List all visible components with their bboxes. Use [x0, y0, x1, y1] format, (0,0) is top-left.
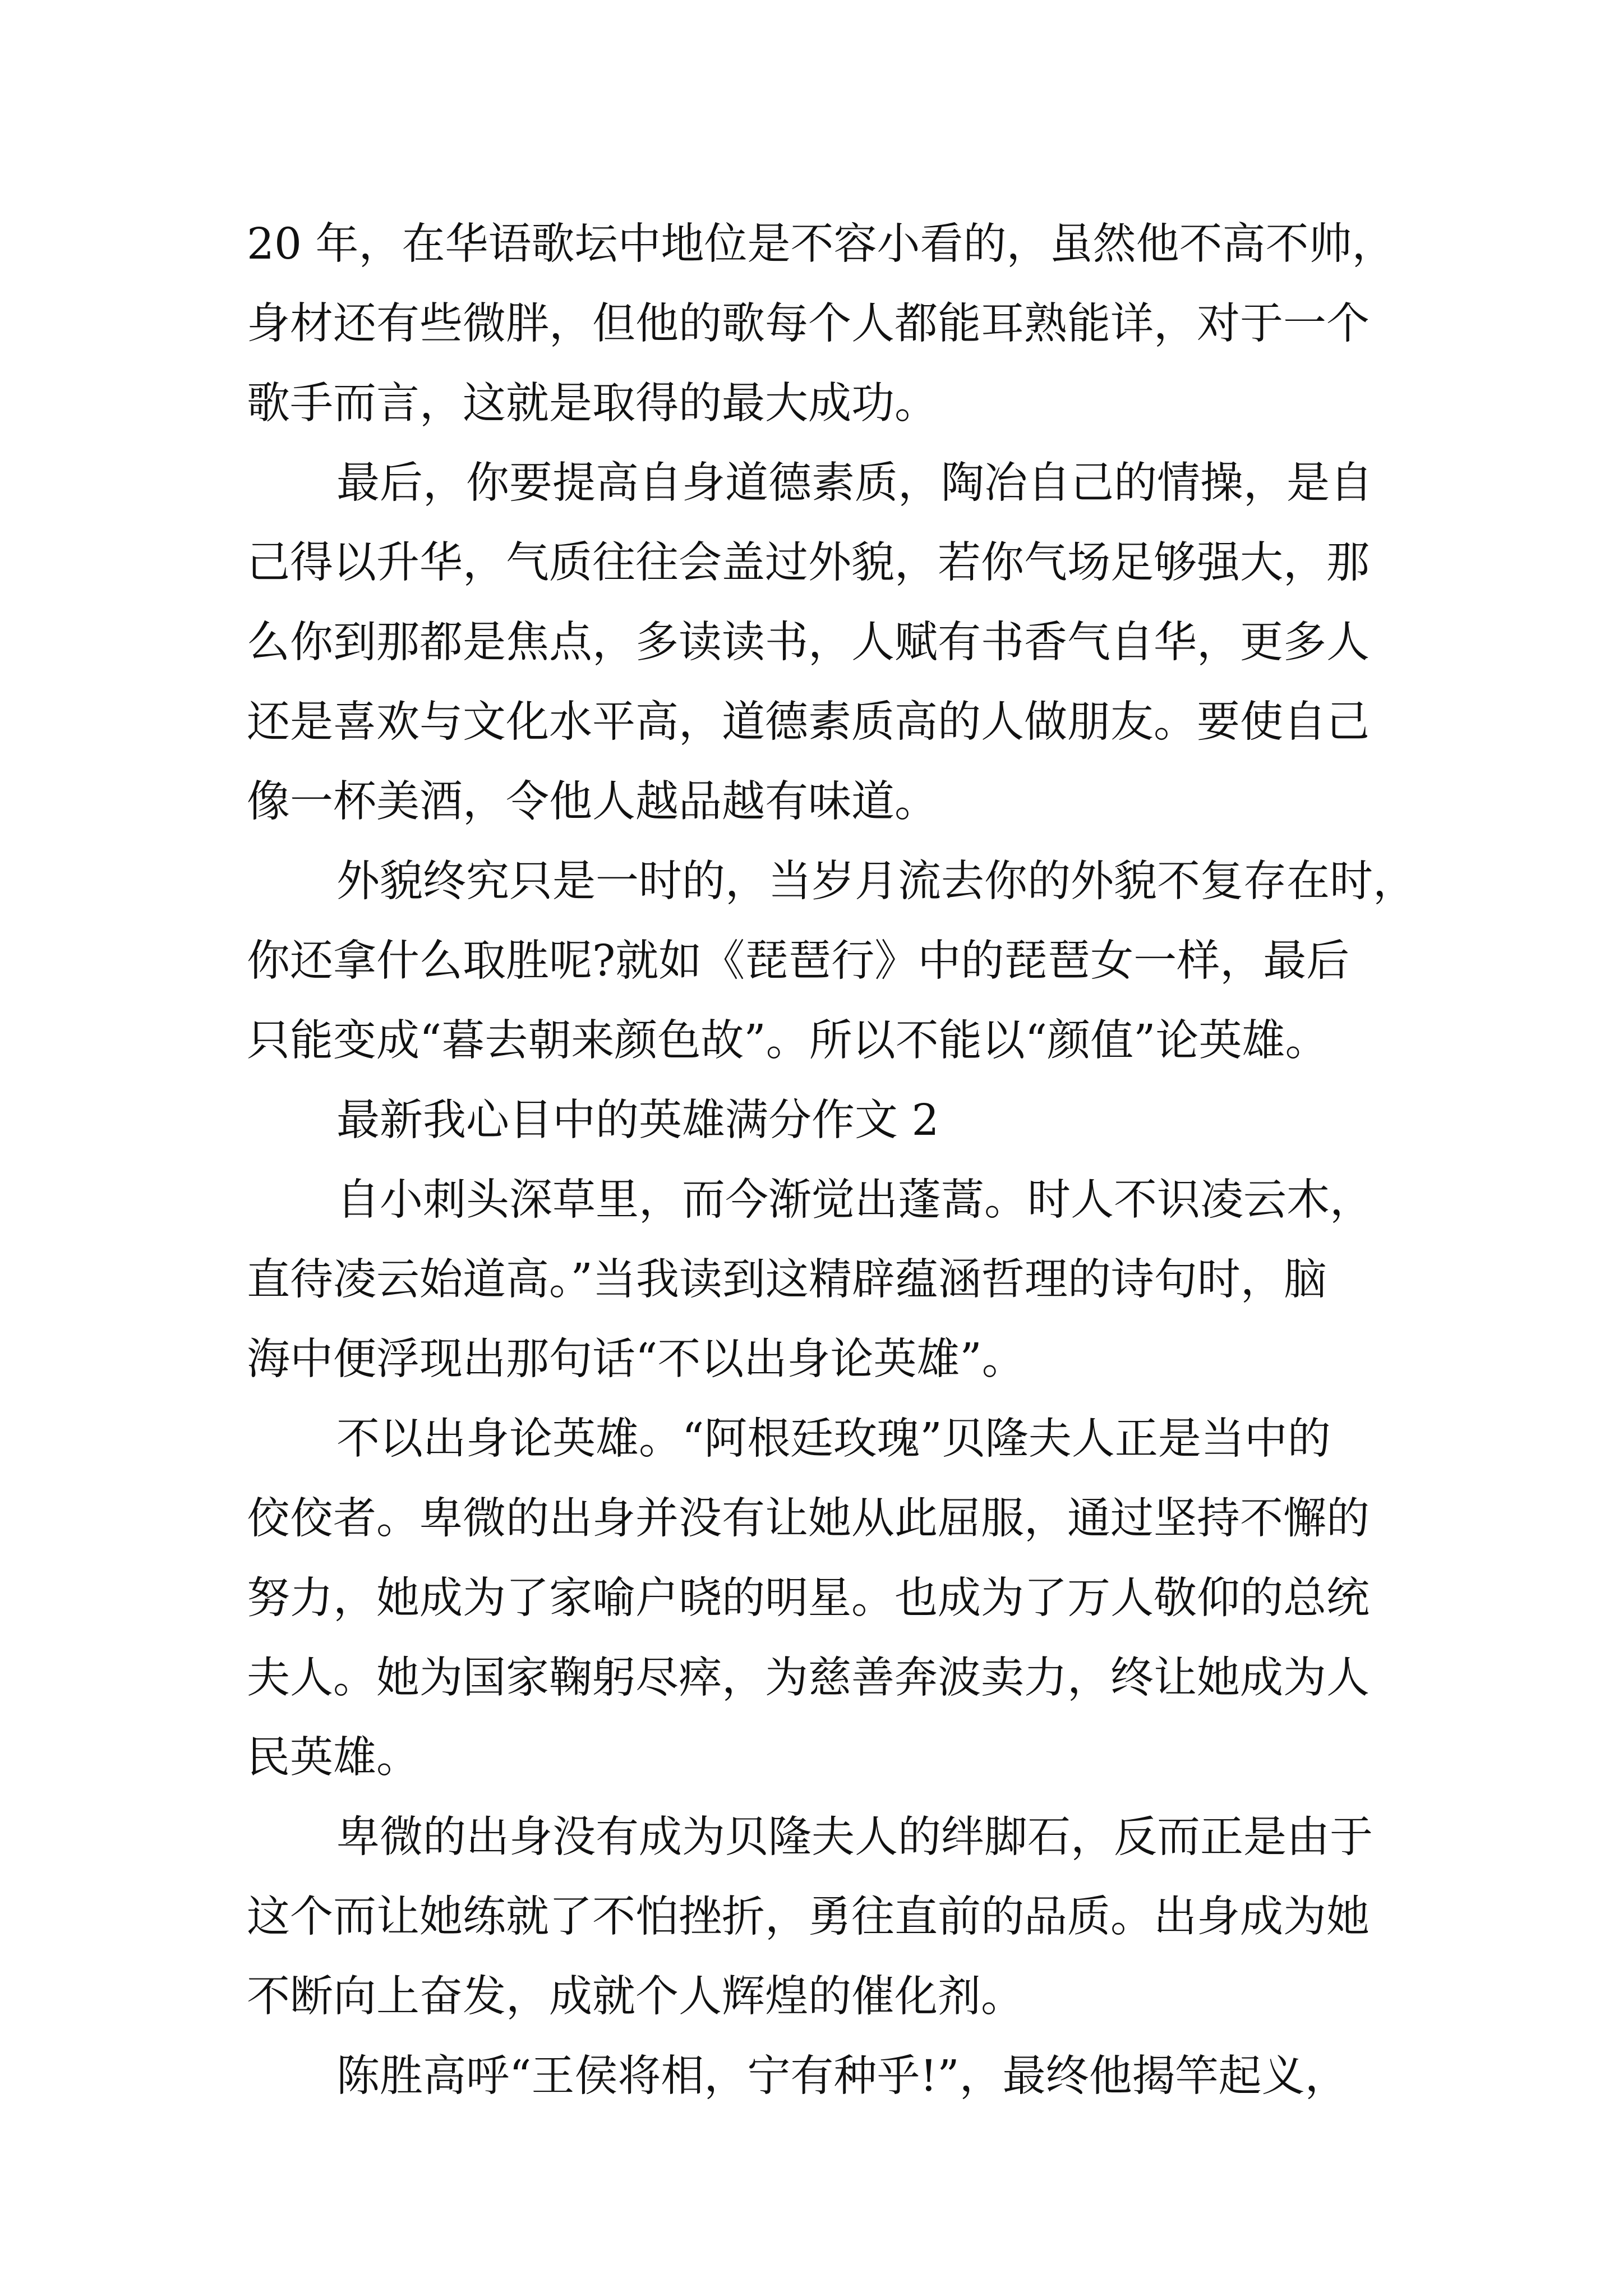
- text-line: 歌手而言，这就是取得的最大成功。: [247, 379, 938, 429]
- text-line: 佼佼者。卑微的出身并没有让她从此屈服，通过坚持不懈的: [247, 1494, 1370, 1544]
- text-line: 己得以升华，气质往往会盖过外貌，若你气场足够强大，那: [247, 538, 1370, 588]
- paragraph-start-line: 最后，你要提高自身道德素质，陶冶自己的情操，是自: [336, 458, 1373, 508]
- paragraph-start-line: 自小刺头深草里，而今渐觉出蓬蒿。时人不识凌云木，: [336, 1175, 1373, 1225]
- text-line: 民英雄。: [247, 1733, 419, 1783]
- text-line: 像一杯美酒，令他人越品越有味道。: [247, 777, 938, 827]
- text-line: 不断向上奋发，成就个人辉煌的催化剂。: [247, 1972, 1024, 2022]
- text-line: 这个而让她练就了不怕挫折，勇往直前的品质。出身成为她: [247, 1892, 1370, 1942]
- text-line: 20 年，在华语歌坛中地位是不容小看的，虽然他不高不帅，: [247, 219, 1395, 269]
- text-line: 直待凌云始道高。”当我读到这精辟蕴涵哲理的诗句时，脑: [247, 1255, 1327, 1305]
- text-line: 么你到那都是焦点，多读读书，人赋有书香气自华，更多人: [247, 618, 1370, 668]
- paragraph-start-line: 外貌终究只是一时的，当岁月流去你的外貌不复存在时，: [336, 857, 1416, 907]
- paragraph-start-line: 陈胜高呼“王侯将相，宁有种乎!”，最终他揭竿起义，: [336, 2051, 1348, 2101]
- document-body: [247, 205, 1416, 2116]
- text-line: 还是喜欢与文化水平高，道德素质高的人做朋友。要使自己: [247, 697, 1370, 747]
- text-line: 努力，她成为了家喻户晓的明星。也成为了万人敬仰的总统: [247, 1573, 1370, 1623]
- paragraph-start-line: 卑微的出身没有成为贝隆夫人的绊脚石，反而正是由于: [336, 1812, 1373, 1862]
- section-heading: 最新我心目中的英雄满分作文 2: [336, 1096, 939, 1145]
- paragraph-start-line: 不以出身论英雄。“阿根廷玫瑰”贝隆夫人正是当中的: [336, 1414, 1331, 1464]
- text-line: 身材还有些微胖，但他的歌每个人都能耳熟能详，对于一个: [247, 299, 1370, 349]
- text-line: 只能变成“暮去朝来颜色故”。所以不能以“颜值”论英雄。: [247, 1016, 1329, 1066]
- text-line: 你还拿什么取胜呢?就如《琵琶行》中的琵琶女一样，最后: [247, 936, 1350, 986]
- text-line: 夫人。她为国家鞠躬尽瘁，为慈善奔波卖力，终让她成为人: [247, 1653, 1370, 1703]
- text-line: 海中便浮现出那句话“不以出身论英雄”。: [247, 1335, 1025, 1384]
